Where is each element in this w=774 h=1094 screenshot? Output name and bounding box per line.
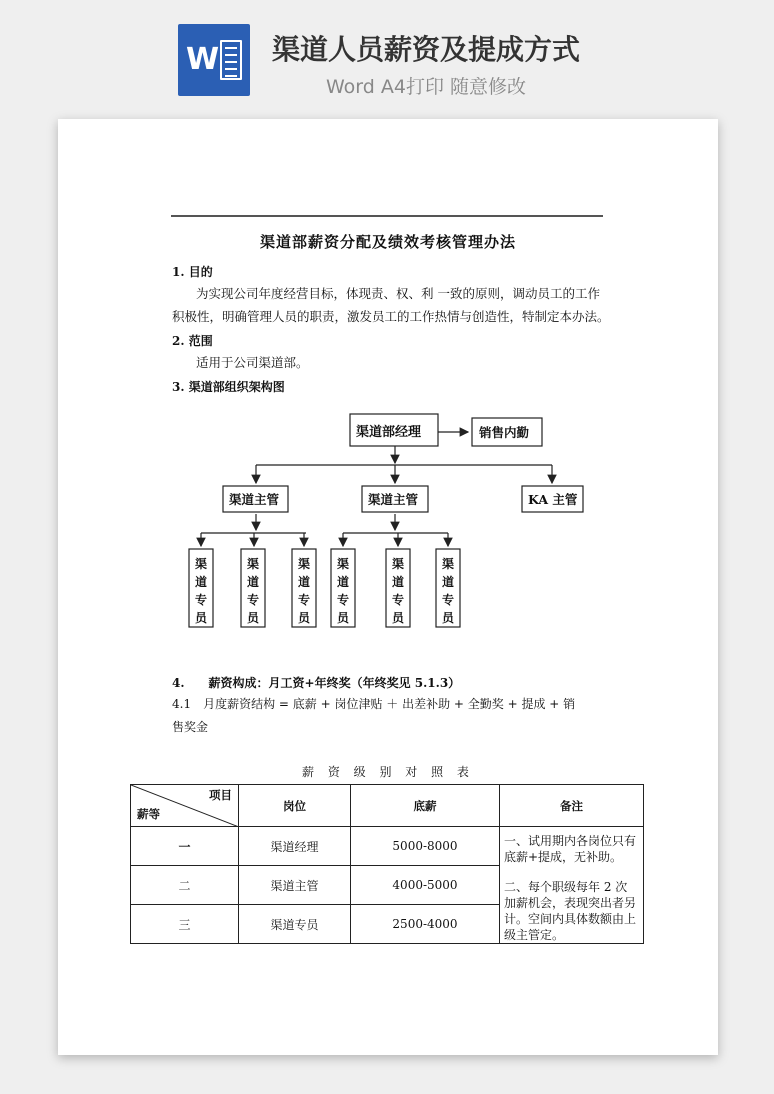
specialist-6-char-4: 员 (441, 611, 455, 625)
specialist-1-char-1: 渠 (194, 557, 208, 571)
note-2: 二、每个职级每年 2 次加薪机会，表现突出者另计。空间内具体数额由上级主管定。 (504, 880, 637, 942)
specialist-5-char-3: 专 (391, 593, 405, 607)
word-icon (178, 24, 250, 96)
cell-base: 2500-4000 (351, 905, 500, 944)
specialist-1-char-4: 员 (194, 611, 208, 625)
diag-item-label: 项目 (209, 788, 232, 802)
salary-structure-line-1: 4.1 月度薪资结构 = 底薪 + 岗位津贴 ＋ 出差补助 + 全勤奖 + 提成 + 销 (172, 697, 576, 711)
section-scope-heading: 2. 范围 (172, 334, 213, 348)
salary-table (130, 784, 644, 944)
cell-note (500, 827, 644, 944)
specialist-1-char-2: 道 (194, 575, 208, 589)
note-1: 一、试用期内各岗位只有底薪+提成，无补助。 (504, 834, 637, 864)
specialist-3-char-1: 渠 (297, 557, 311, 571)
scope-text: 适用于公司渠道部。 (196, 355, 309, 370)
col-post: 岗位 (239, 785, 351, 827)
table-diagonal-header (131, 785, 239, 827)
table-title: 薪 资 级 别 对 照 表 (302, 765, 474, 779)
header-subtitle: Word A4打印 随意修改 (326, 76, 527, 98)
col-note: 备注 (500, 785, 644, 827)
cell-post: 渠道主管 (239, 866, 351, 905)
specialist-6-char-2: 道 (441, 575, 455, 589)
specialist-1-char-3: 专 (194, 593, 208, 607)
specialist-5-char-2: 道 (391, 575, 405, 589)
cell-grade: 一 (131, 827, 239, 866)
specialist-4-char-4: 员 (336, 611, 350, 625)
cell-grade: 二 (131, 866, 239, 905)
org-label-manager: 渠道部经理 (356, 425, 422, 440)
specialist-4-char-3: 专 (336, 593, 350, 607)
col-base: 底薪 (351, 785, 500, 827)
cell-grade: 三 (131, 905, 239, 944)
document-page (58, 119, 718, 1055)
header (0, 0, 774, 112)
header-title: 渠道人员薪资及提成方式 (272, 33, 581, 66)
word-icon-lines (220, 40, 242, 80)
cell-base: 5000-8000 (351, 827, 500, 866)
specialist-5-char-4: 员 (391, 611, 405, 625)
specialist-4-char-1: 渠 (336, 557, 350, 571)
table-row (131, 827, 644, 866)
specialist-6-char-1: 渠 (441, 557, 455, 571)
specialist-3-char-2: 道 (297, 575, 311, 589)
section-org-heading: 3. 渠道部组织架构图 (172, 380, 285, 394)
specialist-2-char-3: 专 (246, 593, 260, 607)
table-header-row (131, 785, 644, 827)
salary-structure-line-2: 售奖金 (172, 720, 209, 734)
purpose-line-2: 积极性，明确管理人员的职责，激发员工的工作热情与创造性，特制定本办法。 (172, 309, 610, 324)
specialist-5-char-1: 渠 (391, 557, 405, 571)
org-label-supervisor-2: 渠道主管 (368, 492, 419, 507)
specialist-3-char-4: 员 (297, 611, 311, 625)
cell-post: 渠道专员 (239, 905, 351, 944)
org-label-sales-support: 销售内勤 (479, 425, 530, 440)
section-purpose-heading: 1. 目的 (172, 265, 213, 279)
document-title: 渠道部薪资分配及绩效考核管理办法 (259, 233, 516, 251)
org-label-supervisor-1: 渠道主管 (229, 492, 280, 507)
word-icon-letter: W (186, 42, 220, 77)
specialist-6-char-3: 专 (441, 593, 455, 607)
specialist-2-char-4: 员 (246, 611, 260, 625)
section-salary-heading: 4. 薪资构成：月工资+年终奖（年终奖见 5.1.3） (172, 676, 461, 690)
cell-base: 4000-5000 (351, 866, 500, 905)
cell-post: 渠道经理 (239, 827, 351, 866)
specialist-4-char-2: 道 (336, 575, 350, 589)
purpose-line-1: 为实现公司年度经营目标，体现责、权、利 一致的原则，调动员工的工作 (196, 286, 600, 301)
diag-grade-label: 薪等 (137, 807, 160, 821)
specialist-3-char-3: 专 (297, 593, 311, 607)
org-chart (58, 119, 718, 659)
org-label-ka: KA 主管 (528, 492, 578, 507)
specialist-2-char-2: 道 (246, 575, 260, 589)
specialist-2-char-1: 渠 (246, 557, 260, 571)
